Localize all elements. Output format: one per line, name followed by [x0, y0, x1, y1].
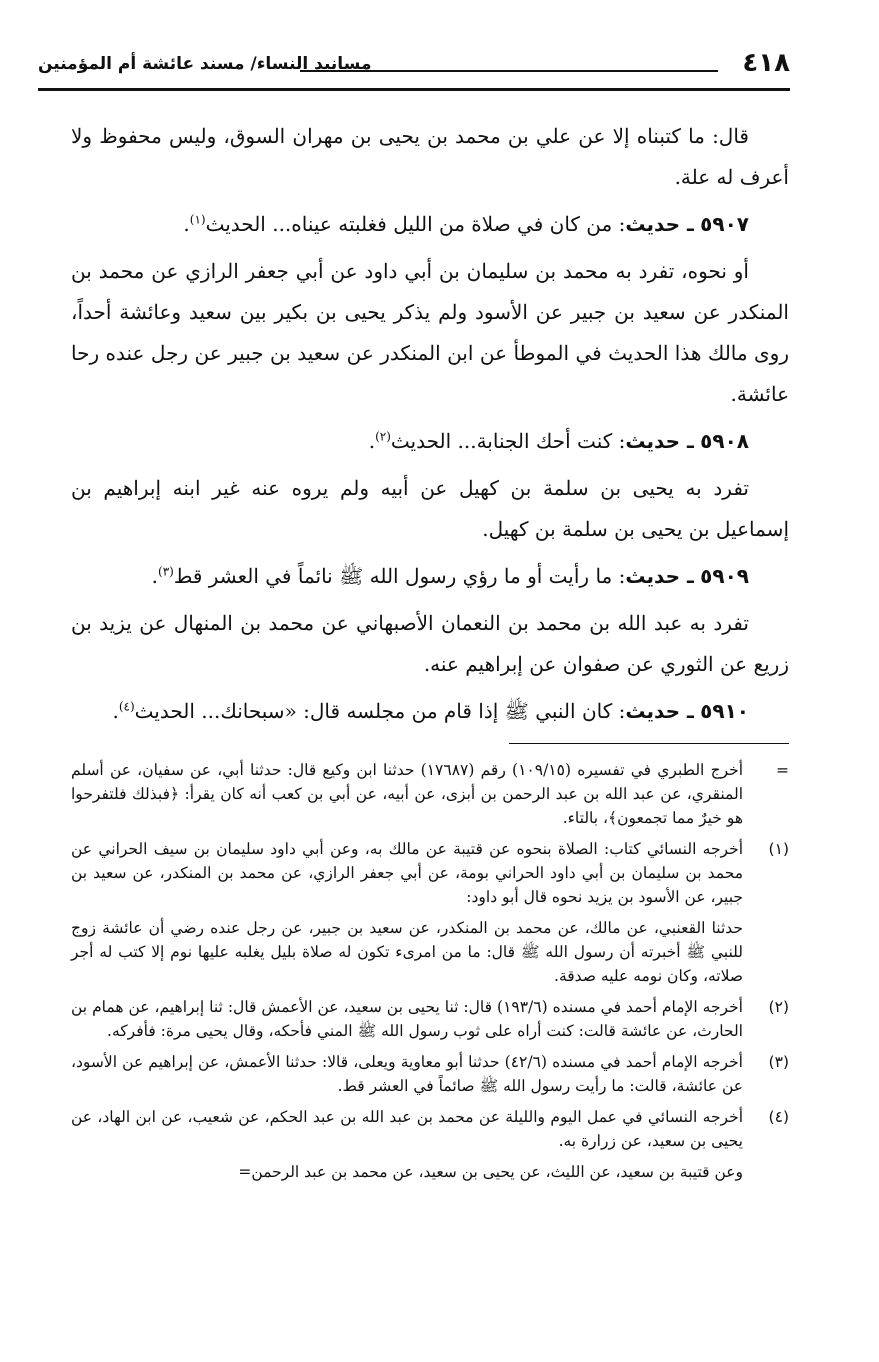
footnote-text: أخرجه الإمام أحمد في مسنده (٤٢/٦) حدثنا أبو معاوية ويعلى، قالا: حدثنا الأعمش، عن إبراهيم عن الأسود، عن عائشة، قالت: ما رأيت رسول الله ﷺ صائماً في العشر قط. [71, 1053, 743, 1095]
hadith-label: حديث [625, 564, 680, 588]
main-text [71, 116, 789, 738]
page-header [38, 44, 790, 90]
hadith-number: ٥٩١٠ [700, 699, 749, 723]
footnote-marker: (٢) [768, 998, 789, 1016]
running-title: مسانيد النساء/ مسند عائشة أم المؤمنين [38, 54, 372, 74]
page-number: ٤١٨ [742, 48, 790, 78]
hadith-number: ٥٩٠٩ [700, 564, 749, 588]
footnote-item [71, 1050, 789, 1098]
header-rule [38, 88, 790, 91]
footnote-ref: (٤) [118, 699, 135, 714]
hadith-number: ٥٩٠٨ [700, 429, 749, 453]
hadith-commentary: تفرد به يحيى بن سلمة بن كهيل عن أبيه ولم يروه عنه غير ابنه إبراهيم بن إسماعيل بن يحيى بن سلمة بن كهيل. [71, 476, 789, 541]
hadith-entry: ٥٩٠٨ ـ حديث: كنت أحك الجنابة... الحديث$^{(٢)}$. [368, 429, 749, 453]
footnote-continuation: وعن قتيبة بن سعيد، عن الليث، عن يحيى بن سعيد، عن محمد بن عبد الرحمن= [238, 1163, 743, 1181]
hadith-label: حديث [625, 212, 680, 236]
hadith-label: حديث [625, 429, 680, 453]
hadith-label: حديث [625, 699, 680, 723]
hadith-entry: ٥٩١٠ ـ حديث: كان النبي ﷺ إذا قام من مجلسه قال: «سبحانك... الحديث$^{(٤)}$. [112, 699, 749, 723]
footnote-text: أخرجه النسائي في عمل اليوم والليلة عن محمد بن عبد الله بن عبد الحكم، عن شعيب، عن ابن الهاد، عن يحيى بن سعيد، عن زرارة به. [71, 1108, 743, 1150]
footnote-text: أخرج الطبري في تفسيره (١٠٩/١٥) رقم (١٧٦٨٧) حدثنا ابن وكيع قال: حدثنا أبي، عن سفيان، عن أسلم المنقري، عن عبد الله بن عبد الرحمن بن أبزى، عن أبيه، عن أبي بن كعب أنه كان يقرأ: ﴿فبذلك فلتفرحوا هو خيرٌ مما تجمعون﴾، بالتاء. [71, 761, 744, 827]
footnote-ref: (١) [189, 212, 206, 227]
hadith-number: ٥٩٠٧ [700, 212, 749, 236]
footnote-ref: (٣) [158, 564, 174, 579]
hadith-text: : من كان في صلاة من الليل فغلبته عيناه... الحديث [205, 212, 626, 236]
footnote-ref: (٢) [375, 429, 391, 444]
footnote-marker: (٣) [768, 1053, 789, 1071]
footnote-text: أخرجه الإمام أحمد في مسنده (١٩٣/٦) قال: ثنا يحيى بن سعيد، عن الأعمش قال: ثنا إبراهيم، عن همام بن الحارث، عن عائشة قالت: كنت أراه على ثوب رسول الله ﷺ المني فأحكه، وقال يحيى مرة: فأفركه. [71, 998, 743, 1040]
footnotes [71, 758, 789, 1191]
hadith-commentary: أو نحوه، تفرد به محمد بن سليمان بن أبي داود عن أبي جعفر الرازي عن محمد بن المنكدر عن سعيد بن جبير عن الأسود ولم يذكر يحيى بن بكير بين سعيد وعائشة أحداً، روى مالك هذا الحديث في الموطأ عن ابن المنكدر عن سعيد بن جبير عن رجل عنده رحا عائشة. [71, 259, 789, 406]
hadith-text: : كان النبي ﷺ إذا قام من مجلسه قال: «سبحانك... الحديث [134, 699, 626, 723]
footnote-item [71, 837, 789, 988]
hadith-entry: ٥٩٠٩ ـ حديث: ما رأيت أو ما رؤي رسول الله ﷺ نائماً في العشر قط$^{(٣)}$. [151, 564, 749, 588]
footnote-marker: (١) [768, 840, 789, 858]
footnote-item [71, 1105, 789, 1153]
footnote-item [71, 758, 789, 830]
footnote-item [71, 995, 789, 1043]
footnote-text: حدثنا القعنبي، عن مالك، عن محمد بن المنكدر، عن سعيد بن جبير، عن رجل عنده رضي أن عائشة زوج للنبي ﷺ أخبرته أن رسول الله ﷺ قال: ما من امرىء تكون له صلاة بليل يغلبه عليها نوم إلا كتب له أجر صلاته، وكان نومه عليه صدقة. [71, 919, 743, 985]
footnote-separator [509, 743, 789, 744]
intro-paragraph: قال: ما كتبناه إلا عن علي بن محمد بن يحيى بن مهران السوق، وليس محفوظ ولا أعرف له علة. [71, 124, 789, 189]
hadith-text: : ما رأيت أو ما رؤي رسول الله ﷺ نائماً في العشر قط [173, 564, 626, 588]
footnote-marker: = [776, 761, 789, 779]
footnote-marker: (٤) [768, 1108, 789, 1126]
hadith-entry: ٥٩٠٧ ـ حديث: من كان في صلاة من الليل فغلبته عيناه... الحديث$^{(١)}$. [183, 212, 749, 236]
hadith-commentary: تفرد به عبد الله بن محمد بن النعمان الأصبهاني عن محمد بن المنهال عن يزيد بن زريع عن الثوري عن صفوان عن إبراهيم عنه. [71, 611, 789, 676]
footnote-text: أخرجه النسائي كتاب: الصلاة بنحوه عن قتيبة عن مالك به، وعن أبي داود سليمان بن سيف الحراني عن محمد بن سليمان بن أبي داود الحراني بومة، عن أبي جعفر الرازي، عن محمد بن المنكدر، عن سعيد بن جبير، عن الأسود بن يزيد نحوه قال أبو داود: [71, 840, 743, 906]
hadith-text: : كنت أحك الجنابة... الحديث [390, 429, 626, 453]
